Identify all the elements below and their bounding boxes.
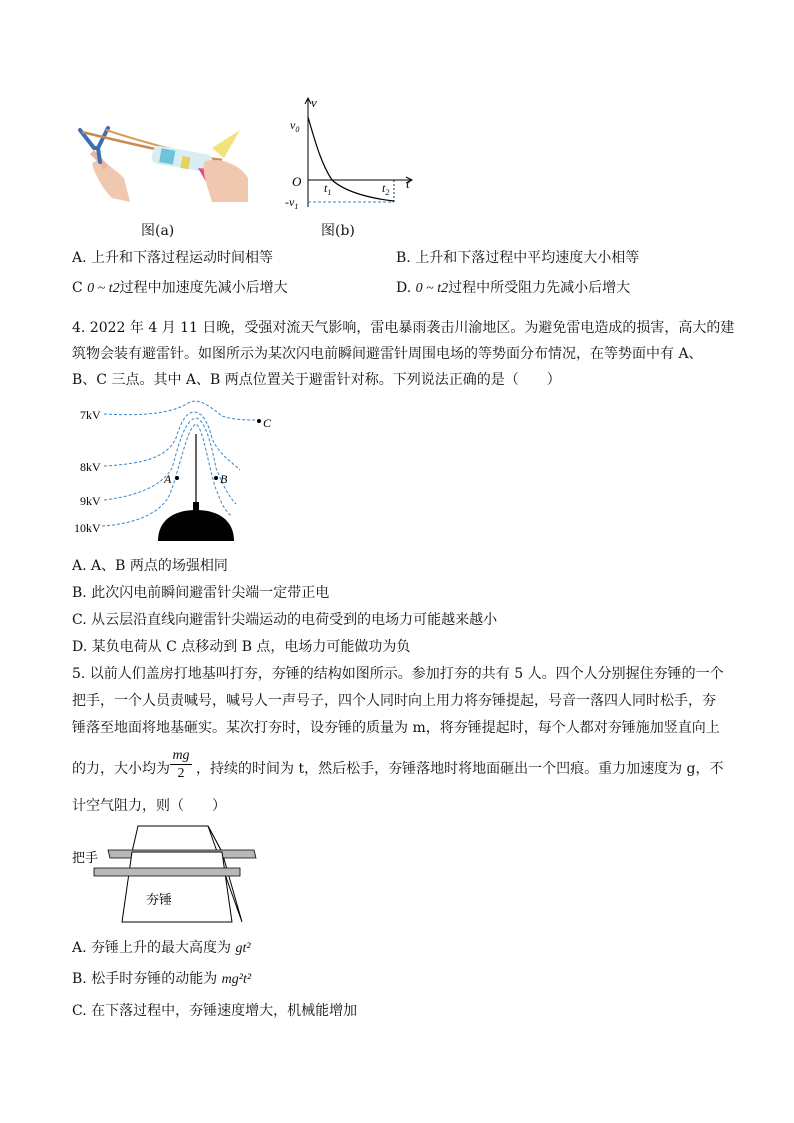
q4-option-c: C. 从云层沿直线向避雷针尖端运动的电荷受到的电场力可能越来越小 (72, 612, 498, 628)
label-v0: $v_0$ (290, 118, 300, 134)
label-point-a: A (164, 472, 172, 486)
label-10kv: 10kV (74, 521, 101, 535)
q5-stem-line-3: 锤落至地面将地基砸实。某次打夯时，设夯锤的质量为 m，将夯锤提起时，每个人都对夯锤施加竖直向上 (72, 720, 720, 736)
q4-stem-line-3: B、C 三点。其中 A、B 两点位置关于避雷针对称。下列说法正确的是（ ） (72, 372, 561, 388)
q5-stem-line-5: 计空气阻力，则（ ） (72, 798, 226, 814)
q4-option-b: B. 此次闪电前瞬间避雷针尖端一定带正电 (72, 585, 330, 601)
q4-stem-line-2: 筑物会装有避雷针。如图所示为某次闪电前瞬间避雷针周围电场的等势面分布情况，在等势面中有 A、 (72, 346, 703, 362)
q3-option-b: B. 上升和下落过程中平均速度大小相等 (396, 250, 640, 266)
slingshot-photo-illustration (72, 118, 250, 202)
q5-stem-line-4: 的力，大小均为 mg 2 ，持续的时间为 t，然后松手，夯锤落地时将地面砸出一个凹痕。重力加速度为 g，不 (72, 748, 724, 781)
label-9kv: 9kV (80, 494, 101, 508)
label-t1: $t_1$ (324, 181, 332, 197)
q5-option-c: C. 在下落过程中，夯锤速度增大，机械能增加 (72, 1003, 358, 1019)
label-handle: 把手 (72, 850, 99, 865)
q5-stem-line-2: 把手，一个人员责喊号，喊号人一声号子，四个人同时向上用力将夯锤提起，号音一落四人同时松手，夯 (72, 693, 716, 709)
q3-option-d: D. 0 ~ t2过程中所受阻力先减小后增大 (396, 280, 631, 296)
lightning-rod-figure (72, 398, 282, 548)
q5-stem-line-1: 5. 以前人们盖房打地基叫打夯，夯锤的结构如图所示。参加打夯的共有 5 人。四个人分别握住夯锤的一个 (72, 666, 724, 682)
q4-option-d: D. 某负电荷从 C 点移动到 B 点，电场力可能做功为负 (72, 639, 411, 655)
label-7kv: 7kV (80, 408, 101, 422)
label-hammer: 夯锤 (146, 892, 173, 907)
q4-option-a: A. A、B 两点的场强相同 (72, 558, 228, 574)
label-point-b: B (220, 472, 228, 486)
rammer-diagram (72, 824, 262, 924)
equipotential-diagram (72, 398, 282, 548)
q3-option-c: C 0 ~ t2过程中加速度先减小后增大 (72, 280, 288, 296)
label-origin: O (292, 174, 302, 189)
axis-label-t: t (406, 176, 410, 191)
fraction-mg-over-2: mg 2 (170, 748, 192, 783)
caption-figure-b: 图(b) (321, 223, 355, 239)
label-t2: $t_2$ (382, 181, 390, 197)
figure-b-vt-graph (282, 95, 422, 215)
figure-a-photo (72, 118, 250, 202)
q5-option-b: B. 松手时夯锤的动能为 mg²t² (72, 971, 252, 987)
q4-stem-line-1: 4. 2022 年 4 月 11 日晚，受强对流天气影响，雷电暴雨袭击川渝地区。为避免雷电造成的损害，高大的建 (72, 320, 735, 336)
velocity-time-graph (282, 95, 422, 215)
label-point-c: C (263, 416, 272, 430)
rammer-figure (72, 824, 262, 924)
q3-option-a: A. 上升和下落过程运动时间相等 (72, 250, 274, 266)
axis-label-v: v (311, 95, 317, 110)
label-8kv: 8kV (80, 460, 101, 474)
label-neg-v1: $-v_1$ (285, 195, 299, 211)
caption-figure-a: 图(a) (141, 223, 175, 239)
q5-option-a: A. 夯锤上升的最大高度为 gt² (72, 940, 251, 956)
